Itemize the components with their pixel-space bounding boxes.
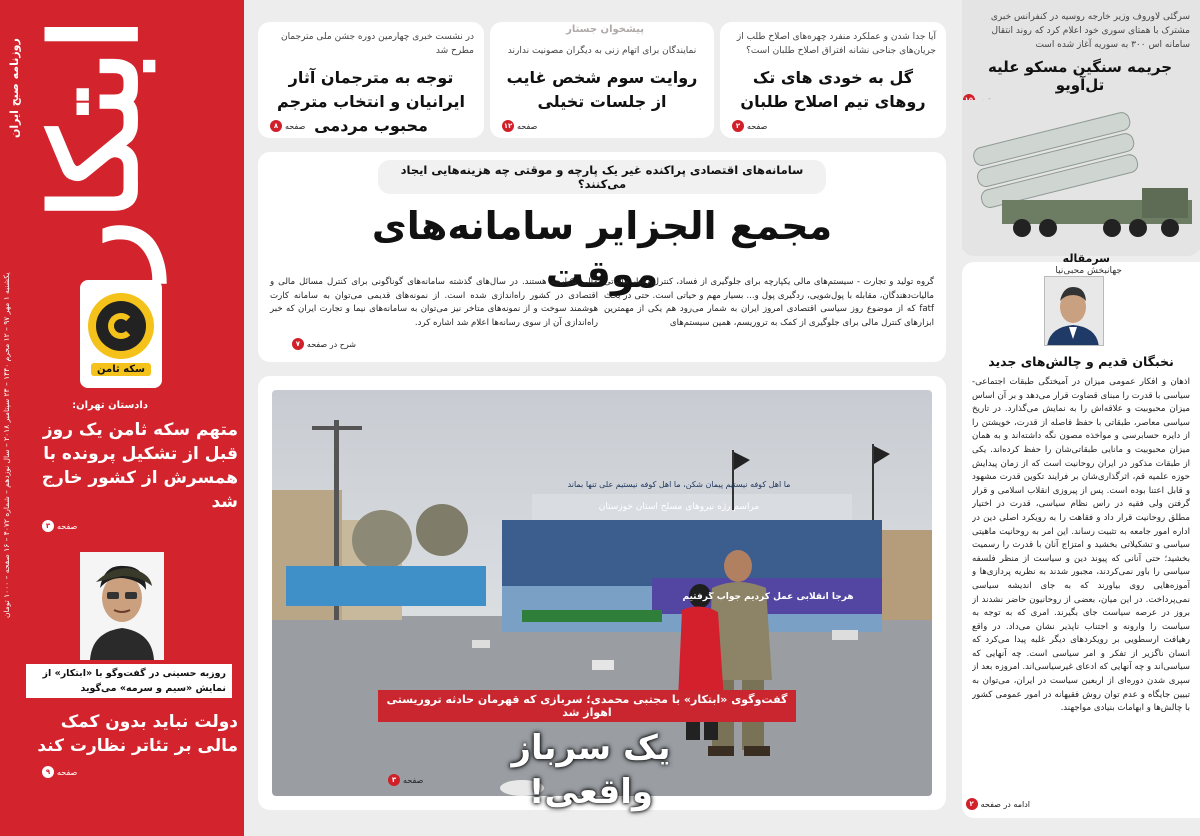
mast-story-samen[interactable] [20,276,238,536]
lead-column-right: گروه تولید و تجارت - سیستم‌های مالی یکپارچه برای جلوگیری از فساد، کنترل رفتار مالیاتی مالیات‌دهندگان، مقابله با پول‌شویی، ردگیری پول و... بسیار مهم و حیاتی است. حتی در بحث fatf که از موضوع روز سیاسی اقتصادی امروز ایران به شمار می‌رود هم یکی از مهمترین ابزارهای کنترل مالی برای جلوگیری از کمک به تروریسم، همین سیستم‌های [604,277,934,328]
s300-missile-photo [962,100,1200,250]
mast-story-page-ref[interactable] [42,520,77,532]
samen-logo-inner-icon [96,301,146,351]
top-story-1[interactable] [720,22,946,138]
page-number-badge: ۳ [42,520,54,532]
author-portrait-image [1044,277,1103,346]
lead-column-left: مالی یکپارچه هستند. در سال‌های گذشته سامانه‌های گوناگونی برای کنترل مسائل مالی و اقتصادی در کشور راه‌اندازی شده است. از نمونه‌های قدیمی می‌توان به سامانه کارت هوشمند سوخت و از نمونه‌های متاخر نیز می‌توان به سامانه‌های نیما و تجارت ایران که خبر راه‌اندازی آن از سوی رسانه‌ها اعلام شد اشاره کرد. [270,277,598,328]
page-number-badge: ۹ [42,766,54,778]
samen-logo-icon [88,293,154,359]
masthead [0,0,244,836]
photo-story-title[interactable]: یک سرباز واقعی! [511,728,671,812]
top-story-intro: آیا جدا شدن و عملکرد منفرد چهره‌های اصلاح طلب از جریان‌های جناحی نشانه افتراق اصلاح طلبان است؟ [736,32,936,56]
mast-story-title[interactable]: متهم سکه ثامن یک روز قبل از تشکیل پرونده با همسرش از کشور خارج شد [41,420,238,512]
top-story-intro: در نشست خبری چهارمین دوره جشن ملی مترجمان مطرح شد [280,32,474,56]
mast-story-kicker: دادستان تهران: [72,400,148,411]
editorial-body: اذهان و افکار عمومی میزان در آمیختگی طبقات اجتماعی- سیاسی با قدرت را مبنای قضاوت قرار می‌دهد و بر آن اساس میزان محبوبیت و علاقه‌اش را به نمایش می‌گذارد. در تاریخ سیاسی معاصر، طبقاتی با حفظ فاصله از قدرت، خویشتن را از دایره حسابرسی و مواخذه مصون نگه داشته‌اند و به همان میزان محبوبیت و مانایی طبقاتی‌شان را حفظ کرده‌اند. یکی از طبقات مذکور در ایران روحانیت است که از زمان پیدایش حوزه علمیه قم، اثرگذاری‌شان بر فرایند تکوین قدرت مشهود و قابل اعتنا بوده است. پس از پیروزی انقلاب اسلامی و قرار گرفتن ولی فقیه در راس نظام سیاسی، قدرت در اختیار مطلق روحانیت قرار داد و فقاهت را به رویکرد اصلی دین در اداره امور جامعه به تثبیت رساند. این امر به روحانیت ماهیتی سیاسی و تشکیلاتی بخشید و امتزاج آنان با قدرت را رسمیت بخشید؛ حتی آنانی که پیوند دین و سیاست از منظر فلسفه سیاسی را باور نمی‌کردند، مجبور شدند به نظریه پردازی‌ها و آموزه‌هایی روی بیاورند که به جای اندیشه سیاسی نمی‌پرداخت. در این میان، بعضی از روحانیون حاضر نشدند از بروز در عرصه سیاست جای بگیرند. امری که به توجه به سیاست را وارونه و اجتناب ناپذیر نشان می‌داد. در واقع رهیافت ارسطویی بر رویکردهای دیگر غلبه پیدا می‌کرد که انسان ناگزیر از تفکر و امر سیاسی است. چه آنهایی که سیاسی‌اند و چه آنهایی که ادعای غیرسیاسی‌اند. امروزه بعد از سپری شدن دوره‌ای از اربعین سیاست در ایران، می‌توان به تبیین جایگاه و عدم توان روش فقیهانه در امور عمومی کشور با چالش‌ها و ابهامات بنیادی‌ مواجهند. [972,377,1190,714]
actor-portrait [80,552,164,660]
page-label: صفحه [747,121,768,131]
actor-caption: روزبه حسینی در گفت‌وگو با «ابتکار» از نمایش «سیم و سرمه» می‌گوید [26,664,232,698]
editorial[interactable] [962,252,1200,818]
page-label: صفحه [517,121,538,131]
editorial-author: جهانبخش محبی‌نیا [1055,266,1122,276]
page-label: صفحه [57,521,78,531]
samen-logo [80,280,162,388]
lead-page-ref[interactable] [292,338,356,350]
top-story-2[interactable] [490,22,714,138]
newspaper-subtitle: روزنامه صبح ایران [8,38,21,138]
mast-story2-page-ref[interactable] [42,766,77,778]
samen-logo-core-icon [108,313,134,339]
samen-logo-label: سکه ثامن [91,363,151,376]
issue-line: یکشنبه ۱ مهر ۹۷ – ۱۲ محرم ۱۴۴۰ – ۲۳ سپتامبر ۲۰۱۸ – سال نوزدهم – شماره ۴۰۷۲ – ۱۶ صفحه – ۱۰۰۰ تومان [2,272,11,618]
photo-story-page-ref[interactable] [388,774,423,786]
newspaper-logo[interactable]: ابتکار [25,18,164,278]
photo-banner-2: مراسم رژه نیروهای مسلح استان خوزستان [598,502,760,512]
russia-story[interactable] [962,0,1200,256]
top-story-title[interactable]: توجه به مترجمان آثار ایرانیان و انتخاب مترجم محبوب مردمی [277,68,465,135]
photo-banner-3: هرجا انقلابی عمل کردیم جواب گرفتیم [682,592,854,602]
page-label: شرح در صفحه [306,339,356,349]
page-label: صفحه [403,775,424,785]
mast-story-theatre[interactable] [20,548,238,798]
editorial-page-ref[interactable] [966,798,1030,810]
top-story-title[interactable]: روایت سوم شخص غایب از جلسات تخیلی [506,68,698,111]
russia-story-title[interactable]: جریمه سنگین مسکو علیه تل‌آویو [987,58,1173,94]
photo-story[interactable] [258,376,946,810]
page-number-badge: ۷ [292,338,304,350]
editorial-title[interactable]: نخبگان قدیم و چالش‌های جدید [988,354,1174,369]
photo-story-kicker: گفت‌وگوی «ابتکار» با مجتبی محمدی؛ سربازی که قهرمان حادثه تروریستی اهواز شد [378,690,796,722]
top-story-intro: نمایندگان برای اتهام زنی به دیگران مصونیت ندارند [507,46,697,56]
editorial-section: سرمقاله [1062,252,1110,265]
page-number-badge: ۱۲ [503,122,513,130]
mast-story2-title[interactable]: دولت نباید بدون کمک مالی بر تئاتر نظارت کند [37,712,238,756]
page-number-badge: ۲ [732,120,744,132]
page-label: صفحه [285,121,306,131]
pishkhan-label: پیشخوان جستار [566,24,644,35]
russia-story-intro: سرگئی لاوروف وزیر خارجه روسیه در کنفرانس خبری مشترک با همتای سوری خود اعلام کرد که روند انتقال سامانه اس ۳۰۰ به سوریه آغاز شده است [990,12,1190,50]
lead-kicker: سامانه‌های اقتصادی پراکنده غیر یک پارچه و موقتی چه هزینه‌هایی ایجاد می‌کنند؟ [378,160,826,194]
author-portrait [1044,276,1104,346]
photo-banner-1: ما اهل کوفه نیستیم پیمان شکن، ما اهل کوفه نیستیم علی تنها بماند [567,480,791,489]
page-label: صفحه [57,767,78,777]
top-story-page-ref[interactable] [270,120,305,132]
lead-story[interactable] [258,152,946,362]
top-story-page-ref[interactable] [502,120,537,132]
page-label: ادامه در صفحه [980,799,1030,809]
page-number-badge: ۳ [388,774,400,786]
page-number-badge: ۸ [270,120,282,132]
top-story-3[interactable] [258,22,484,138]
lead-title[interactable]: مجمع الجزایر سامانه‌های موقت [371,204,833,296]
actor-portrait-image [80,552,164,660]
top-story-title[interactable]: گل به خودی های تک روهای تیم اصلاح طلبان [740,68,926,111]
top-story-page-ref[interactable] [732,120,767,132]
page-number-badge: ۲ [966,798,978,810]
